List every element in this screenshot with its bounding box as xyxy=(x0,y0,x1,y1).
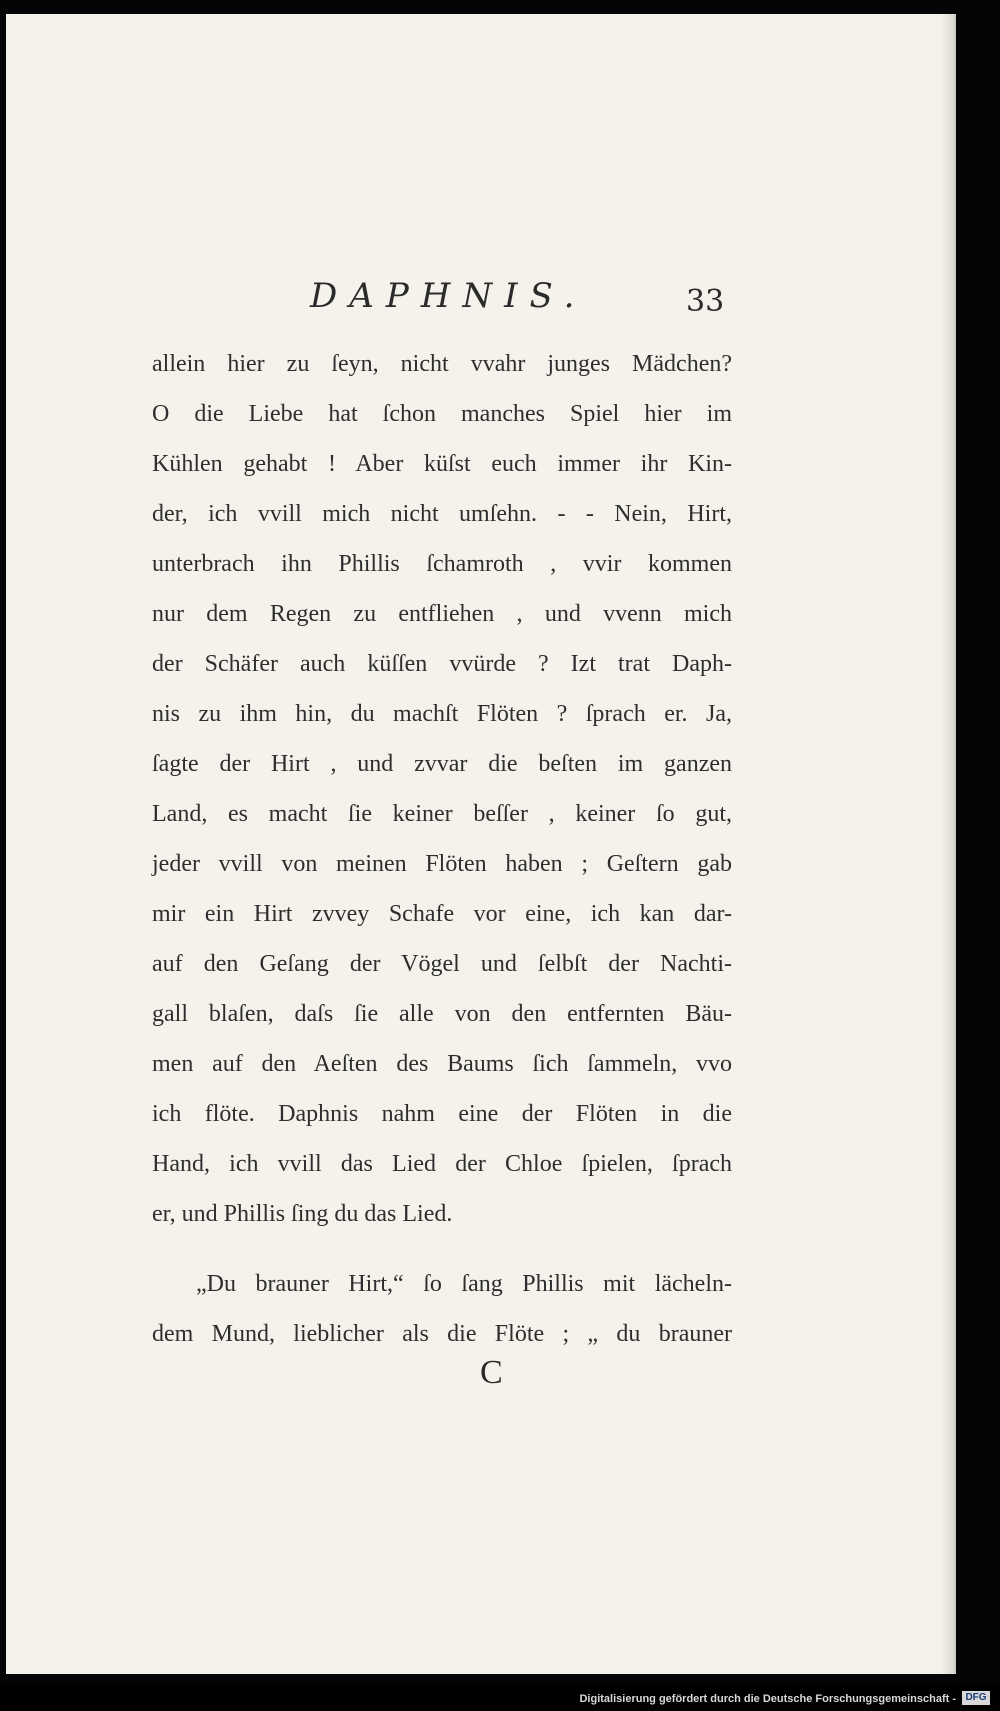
text-line: mir ein Hirt zvvey Schafe vor eine, ich kan dar- xyxy=(152,901,732,927)
text-line: ich flöte. Daphnis nahm eine der Flöten in die xyxy=(152,1101,732,1127)
text-line: auf den Geſang der Vögel und ſelbſt der Nachti- xyxy=(152,951,732,977)
footer-bar xyxy=(0,1683,1000,1711)
text-line: Hand, ich vvill das Lied der Chloe ſpielen, ſprach xyxy=(152,1151,732,1177)
signature-mark: C xyxy=(480,1354,503,1391)
text-line: „Du brauner Hirt,“ ſo ſang Phillis mit lächeln- xyxy=(196,1271,732,1297)
text-line: nis zu ihm hin, du machſt Flöten ? ſprach er. Ja, xyxy=(152,701,732,727)
page-edge-shadow xyxy=(940,14,954,1674)
dfg-logo: DFG xyxy=(962,1691,990,1705)
text-line: allein hier zu ſeyn, nicht vvahr junges Mädchen? xyxy=(152,351,732,377)
text-line: O die Liebe hat ſchon manches Spiel hier im xyxy=(152,401,732,427)
footer-credit: Digitalisierung gefördert durch die Deutsche Forschungsgemeinschaft - xyxy=(579,1693,956,1705)
text-line: unterbrach ihn Phillis ſchamroth , vvir kommen xyxy=(152,551,732,577)
running-title: DAPHNIS. xyxy=(310,276,587,316)
text-line: der Schäfer auch küſſen vvürde ? Izt trat Daph- xyxy=(152,651,732,677)
text-line: Kühlen gehabt ! Aber küſst euch immer ihr Kin- xyxy=(152,451,732,477)
text-line: dem Mund, lieblicher als die Flöte ; „ du brauner xyxy=(152,1321,732,1347)
text-line: Land, es macht ſie keiner beſſer , keiner ſo gut, xyxy=(152,801,732,827)
body-text xyxy=(152,339,732,1359)
text-line: ſagte der Hirt , und zvvar die beſten im ganzen xyxy=(152,751,732,777)
page-number: 33 xyxy=(686,284,725,319)
text-line: nur dem Regen zu entfliehen , und vvenn mich xyxy=(152,601,732,627)
text-line: er, und Phillis ſing du das Lied. xyxy=(152,1201,453,1227)
text-line: men auf den Aeſten des Baums ſich ſammeln, vvo xyxy=(152,1051,732,1077)
text-line: der, ich vvill mich nicht umſehn. - - Nein, Hirt, xyxy=(152,501,732,527)
text-line: jeder vvill von meinen Flöten haben ; Geſtern gab xyxy=(152,851,732,877)
text-line: gall blaſen, daſs ſie alle von den entfernten Bäu- xyxy=(152,1001,732,1027)
book-page xyxy=(6,14,956,1674)
